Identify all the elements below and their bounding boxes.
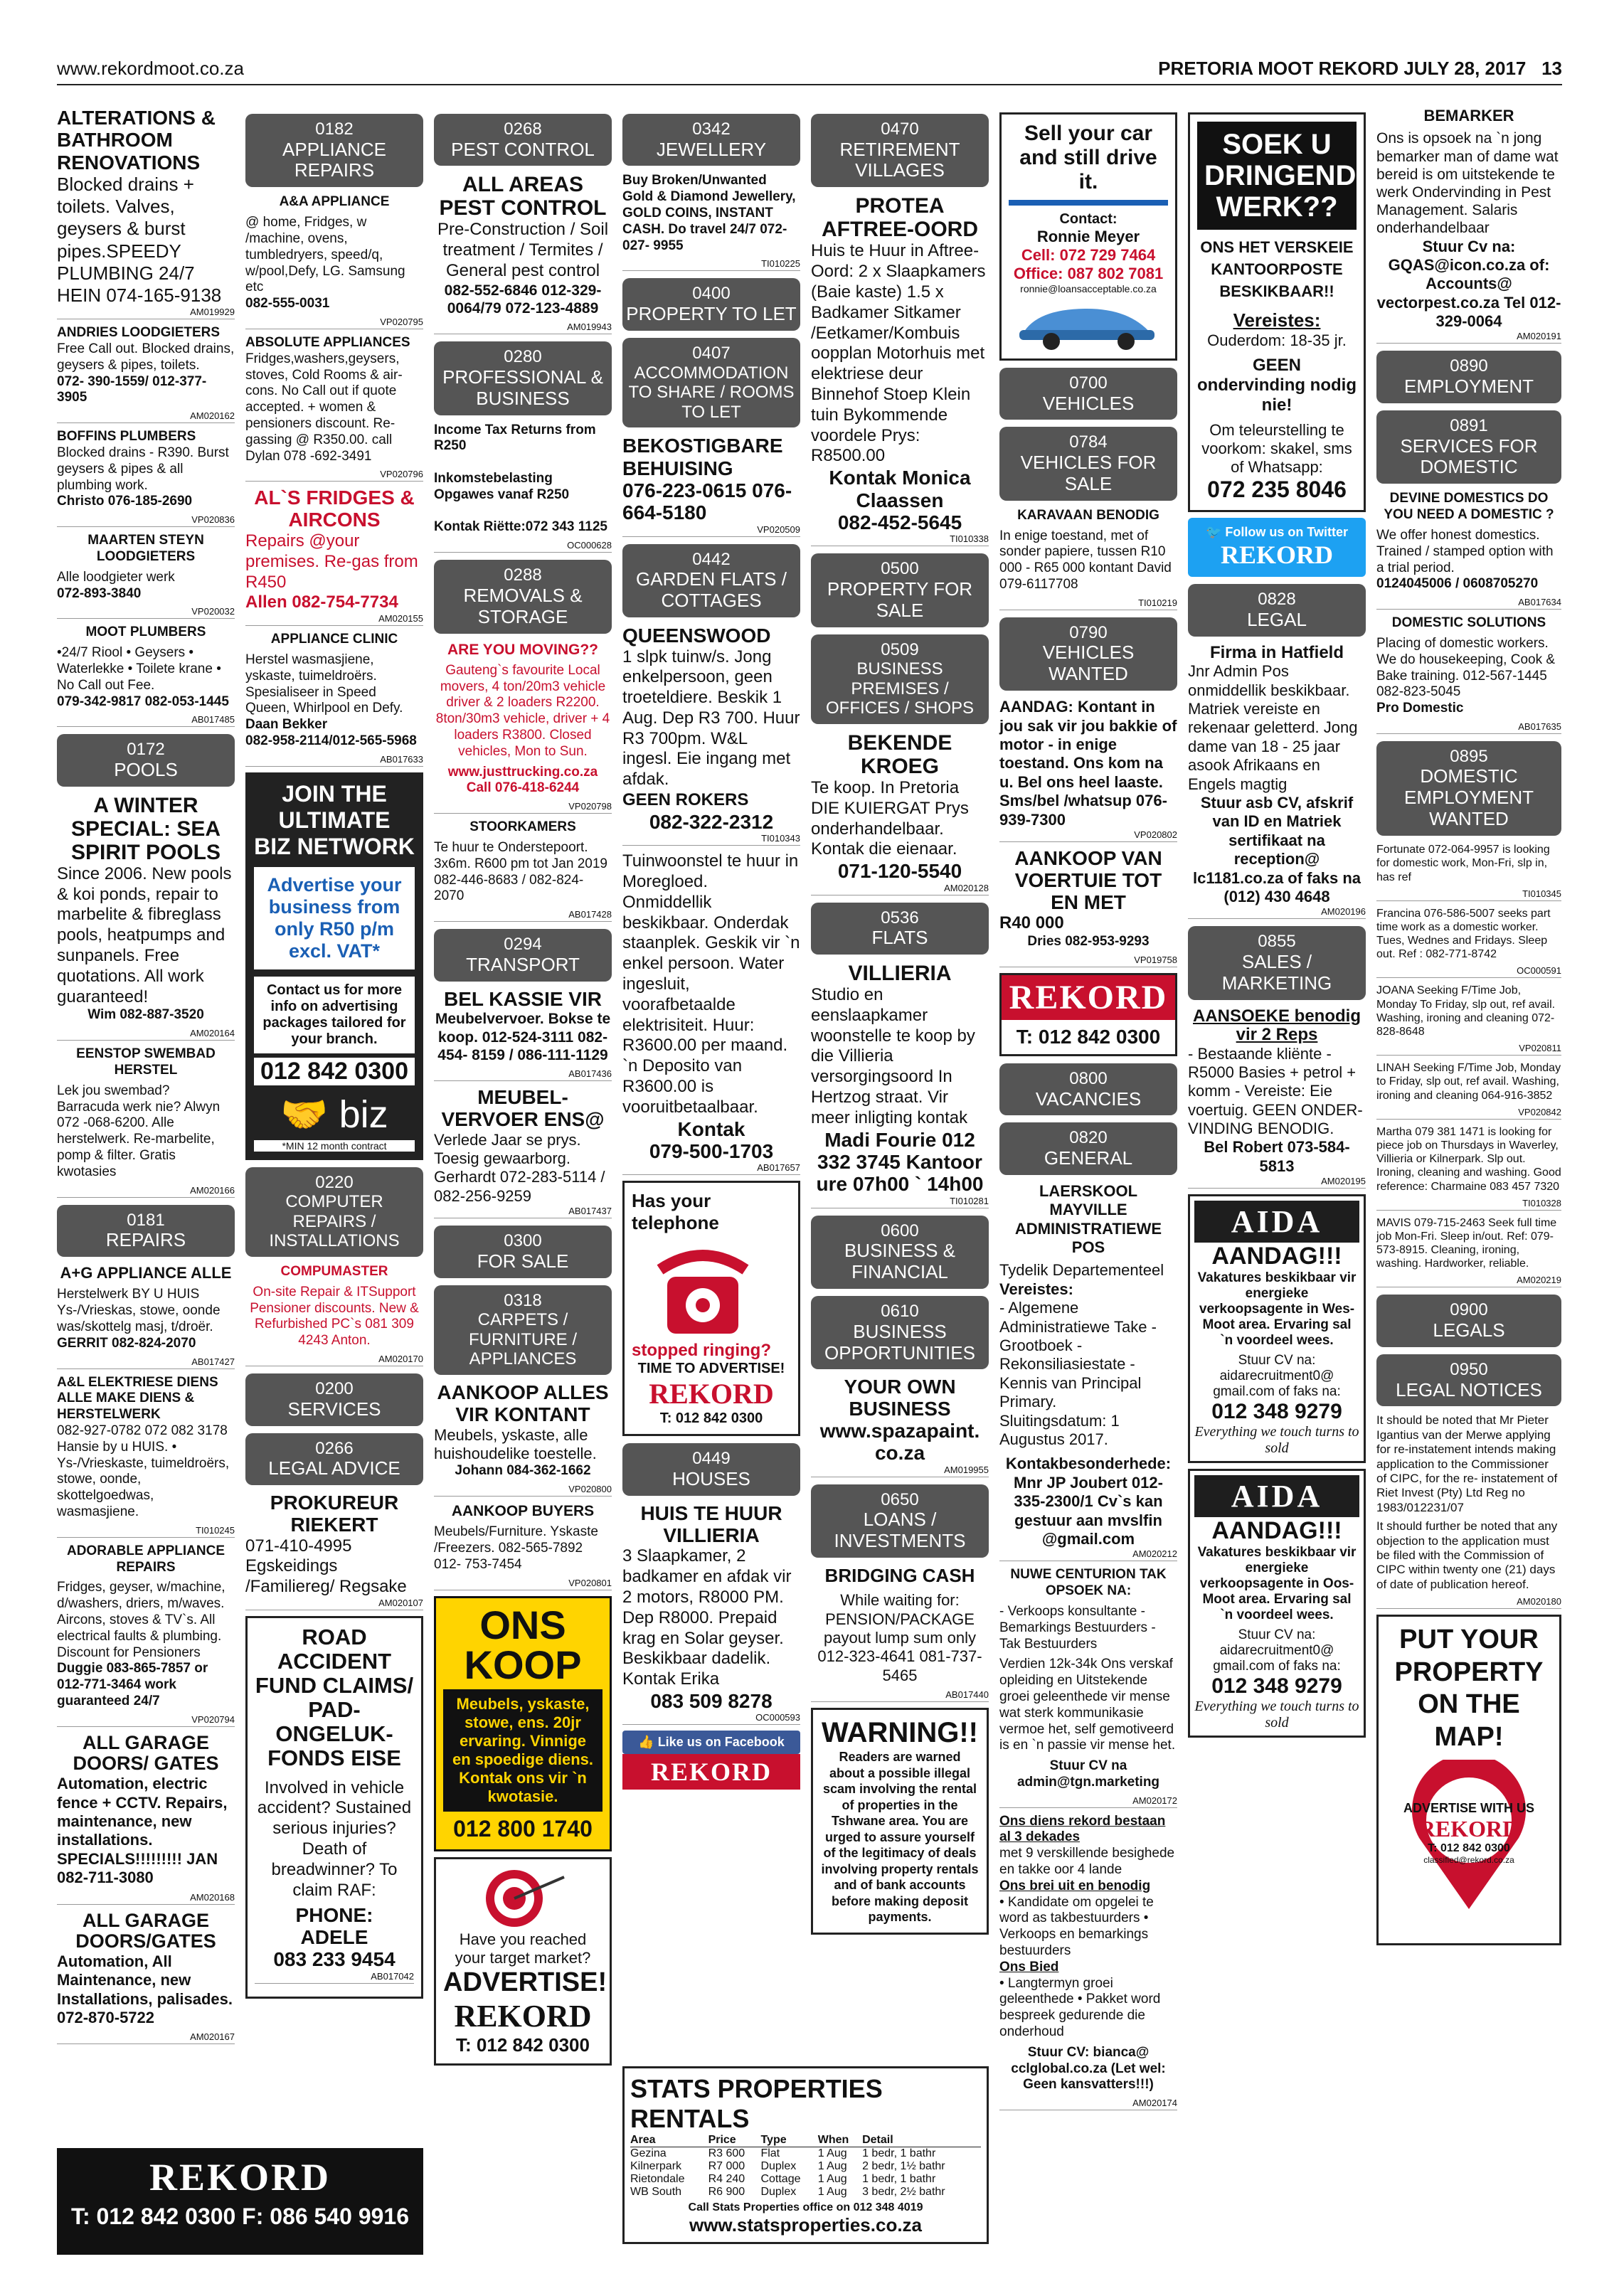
ad-ref: AM020172 xyxy=(999,1795,1177,1808)
category-legals[interactable]: 0900 LEGALS xyxy=(1376,1295,1561,1346)
ad-text: AANDAG: Kontant in jou sak vir jou bakkie of motor - in enige toestand. Ons kom na u. Bel ons heel laaste. Sms/bel /whatsup 076-939-7300 xyxy=(999,698,1177,829)
ad: Herstel wasmasjiene, yskaste, tuimeldroërs. Spesialiseer in Speed Queen, Whirlpool en Defy. Daan Bekker 082-958-2114/012-565-5968 xyxy=(245,652,417,748)
telephone-ad: Has your telephone stopped ringing? TIME TO ADVERTISE! REKORD T: 012 842 0300 xyxy=(622,1181,800,1436)
ad: www.justtrucking.co.za Call 076-418-6244 xyxy=(447,764,598,796)
table-header: When xyxy=(818,2134,862,2147)
category-employment[interactable]: 0890 EMPLOYMENT xyxy=(1376,351,1561,403)
ad: Stuur CV na admin@tgn.marketing xyxy=(1016,1758,1160,1790)
ad-ref: VP020842 xyxy=(1376,1107,1561,1120)
ad-title: YOUR OWN BUSINESS xyxy=(844,1376,956,1420)
ad: COMPUMASTER xyxy=(280,1264,388,1280)
ad-ref: OC000628 xyxy=(434,540,612,553)
table-cell: R7 000 xyxy=(708,2160,745,2172)
ad: APPLIANCE CLINIC xyxy=(270,632,398,647)
ad-ref: AM019929 xyxy=(57,307,235,319)
ad: MAARTEN STEYN LOODGIETERS xyxy=(87,533,204,564)
table-cell: Duplex xyxy=(760,2160,797,2172)
warning-ad: WARNING!! Readers are warned about a possible illegal scam involving the rental of properties in the Tshwane area. You are urged to assure yourself of the legitimacy of deals involving property rentals and of bank accounts before making deposit payments. xyxy=(811,1708,989,1935)
column-7 xyxy=(1188,107,1366,1743)
ad-ref: VP020794 xyxy=(57,1714,235,1727)
ad-text: Automation, All Maintenance, new Installations, palisades. 072-870-5722 xyxy=(57,1952,233,2027)
ad-title: HUIS TE HUUR VILLIERIA xyxy=(640,1502,782,1546)
category-vacancies[interactable]: 0800 VACANCIES xyxy=(999,1063,1177,1115)
ad-title: MEUBEL-VERVOER ENS@ xyxy=(441,1085,605,1130)
ad: MOOT PLUMBERS xyxy=(85,625,206,640)
category-vehicles-wanted[interactable]: 0790 VEHICLES WANTED xyxy=(999,617,1177,691)
ad-title: QUEENSWOOD xyxy=(622,625,771,647)
ad-url[interactable]: www.spazapaint. co.za xyxy=(819,1420,980,1464)
ad-text: 071-410-4995 Egskeidings /Familiereg/ Regsake xyxy=(245,1536,407,1597)
ad-ref: VP019758 xyxy=(999,955,1177,967)
category-legal-advice[interactable]: 0266 LEGAL ADVICE xyxy=(245,1433,423,1485)
ad: Lek jou swembad? Barracuda werk nie? Alwyn 072 -068-6200. Alle herstelwerk. Re-marbelite, pomp & filter. Gratis kwotasies xyxy=(57,1083,221,1179)
category-general[interactable]: 0820 GENERAL xyxy=(999,1122,1177,1174)
column-3 xyxy=(434,107,612,2071)
biz-logo: 🤝 biz xyxy=(280,1093,388,1136)
ad-ref: VP020811 xyxy=(1376,1043,1561,1056)
ad-ref: AM020174 xyxy=(999,2098,1177,2110)
ad-title: AANKOOP VAN VOERTUIE TOT EN MET xyxy=(1014,846,1162,913)
ad-ref: TI010245 xyxy=(57,1525,235,1538)
ad-text: Blocked drains + toilets. Valves, geysers & burst pipes.SPEEDY PLUMBING 24/7 HEIN 074-165-9138 xyxy=(57,174,222,307)
ad: Placing of domestic workers. We do housekeeping, Cook & Bake training. 012-567-1445 082-823-5045 Pro Domestic xyxy=(1376,635,1556,716)
ad-ref: VP020802 xyxy=(999,829,1177,842)
ad-text: Studio en eenslaapkamer woonstelle te koop by die Villieria versorgingsoord In Hertzog straat. Vir meer inligting kontak xyxy=(811,985,975,1127)
ad-text: Stuur asb CV, afskrif van ID en Matriek sertifikaat na reception@ lc1181.co.za of faks na (012) 430 4648 xyxy=(1192,794,1361,905)
ad-ref: AM019955 xyxy=(811,1465,989,1477)
ad-ref: AM020191 xyxy=(1376,331,1561,344)
category-business-opportunities[interactable]: 0610 BUSINESS OPPORTUNITIES xyxy=(811,1296,989,1369)
ad-phone: 083 509 8278 xyxy=(650,1689,773,1712)
category-property-to-let[interactable]: 0400 PROPERTY TO LET xyxy=(622,278,800,330)
ad-text: - Bestaande kliënte - R5000 Basies + petrol + komm - Vereiste: Eie voertuig. GEEN ONDER-VINDING BENODIG. xyxy=(1188,1044,1363,1138)
rekord-ad: REKORD T: 012 842 0300 xyxy=(999,973,1177,1056)
ad: Ons diens rekord bestaan al 3 dekades met 9 verskillende besighede en takke oor 4 lande Ons brei uit en benodig • Kandidate om opgelei te word as takbestuurders • Verkoops en bemarkings bestuurders Ons Bied • Langtermyn groei geleenthede • Pakket word bespreek gedurende die onderhoud xyxy=(999,1813,1175,2040)
ad-ref: VP020800 xyxy=(434,1484,612,1497)
ad-text: Te koop. In Pretoria DIE KUIERGAT Prys onderhandelbaar. Kontak die eienaar. xyxy=(811,777,969,859)
ad-phone: 082-322-2312 xyxy=(649,810,774,833)
ad-title: AANKOOP ALLES VIR KONTANT xyxy=(437,1381,609,1425)
ad: NUWE CENTURION TAK OPSOEK NA: xyxy=(1010,1567,1167,1599)
table-row xyxy=(630,2173,981,2186)
map-ad: PUT YOUR PROPERTY ON THE MAP! ADVERTISE WITH US REKORD T: 012 842 0300 classified@rekord.co.za xyxy=(1376,1615,1561,1945)
ad-text: Automation, electric fence + CCTV. Repairs, maintenance, new installations. SPECIALS!!!!!!!!! JAN 082-711-3080 xyxy=(57,1775,228,1887)
ad-text: Since 2006. New pools & koi ponds, repair to marbelite & fibreglass pools, heatpumps and sunpanels. Free quotations. All work guaranteed! xyxy=(57,863,232,1006)
ad-ref: AM020168 xyxy=(57,1892,235,1905)
table-header: Area xyxy=(630,2134,708,2147)
ad: JOANA Seeking F/Time Job, Monday To Friday, slp out, ref avail. Washing, ironing and cleaning 072-828-8648 xyxy=(1376,984,1556,1038)
rekord-logo: REKORD xyxy=(622,1754,800,1790)
ad-name: Kontak Monica Claassen xyxy=(829,467,971,511)
car-icon xyxy=(1009,294,1168,351)
category-pest-control[interactable]: 0268 PEST CONTROL xyxy=(434,114,612,166)
ad-text: Ons is opsoek na `n jong bemarker man of dame wat bereid is om uitstekende te werk Ondervinding in Pest Management. Salaris onderhandelbaar xyxy=(1376,130,1559,237)
column-8 xyxy=(1376,107,1561,1951)
table-cell: 1 bedr, 1 bathr xyxy=(862,2173,936,2185)
ad-text: Vereistes: xyxy=(999,1280,1073,1298)
column-5 xyxy=(811,107,989,1940)
ad-phone: 082-452-5645 xyxy=(837,511,962,533)
ad: STOORKAMERS xyxy=(469,819,576,835)
ad-ref: VP020032 xyxy=(57,606,235,619)
category-garden-flats[interactable]: 0442 GARDEN FLATS / COTTAGES xyxy=(622,544,800,617)
category-for-sale[interactable]: 0300 FOR SALE xyxy=(434,1226,612,1277)
table-cell: R6 900 xyxy=(708,2186,745,2198)
page-header xyxy=(57,57,1562,85)
ad-title: BEKENDE KROEG xyxy=(847,730,952,778)
ad-ref: TI010338 xyxy=(811,533,989,546)
table-cell: 1 Aug xyxy=(817,2160,847,2172)
stats-properties-ad: STATS PROPERTIES RENTALS Area Price Type When Detail Gezina R3 600 Flat 1 Aug 1 bedr, 1 bathr Kilnerpark R7 000 Duplex 1 Aug 2 bedr, 1½ bathr Rietondale R4 240 Cottage 1 Aug 1 bedr, 1 bathr WB South R6 900 Duplex 1 Aug 3 bedr, 2½ bathr Call Stats Properties office on 012 348 4019 www.statsproperties.co.za xyxy=(622,2066,989,2244)
ad-ref: AM020170 xyxy=(245,1354,423,1366)
table-cell: Duplex xyxy=(760,2186,797,2198)
ad: It should be noted that Mr Pieter Igantius van der Merwe applying for re-instatement intends making application to the Commissioner of CIPC, for the re- instatement of Riet Invest (Pty) Ltd Reg no 1983/012231/07 xyxy=(1376,1413,1558,1514)
publication-title: PRETORIA MOOT REKORD JULY 28, 2017 13 xyxy=(1158,58,1562,79)
table-header: Type xyxy=(760,2134,817,2147)
ad: BRIDGING CASH xyxy=(824,1564,975,1586)
column-6 xyxy=(999,107,1177,2116)
ad-ref: AM020162 xyxy=(57,410,235,423)
ad-contact: Kontak xyxy=(677,1117,745,1140)
sell-car-ad: Sell your car and still drive it. Contact: Ronnie Meyer Cell: 072 729 7464 Office: 087 802 7081 ronnie@loansacceptable.co.za xyxy=(999,112,1177,361)
ad: LINAH Seeking F/Time Job, Monday to Friday, slp out, ref avail. Washing, ironing and cleaning 064-916-3852 xyxy=(1376,1062,1561,1102)
ad-text: Jnr Admin Pos onmiddellik beskikbaar. Matriek vereiste en rekenaar geletterd. Jong dame van 18 - 25 jaar asook Afrikaans en Engels magtig xyxy=(1188,662,1358,793)
ad: DOMESTIC SOLUTIONS xyxy=(1391,615,1546,631)
ad: - Verkoops konsultante - Bemarkings Bestuurders - Tak Bestuurders xyxy=(999,1603,1156,1652)
ad: 082-552-6846 012-329-0064/79 072-123-4889 xyxy=(444,282,602,317)
column-2 xyxy=(245,107,423,2004)
category-vehicles[interactable]: 0700 VEHICLES xyxy=(999,368,1177,420)
table-cell: 1 bedr, 1 bathr xyxy=(862,2147,936,2159)
ad-text: 1 slpk tuinw/s. Jong enkelpersoon, geen troeteldiere. Beskik 1 Aug. Dep R3 700. Huur R3 700pm. W&L ingesl. Eie ingang met afdak. xyxy=(622,647,800,790)
table-header: Detail xyxy=(862,2134,981,2147)
category-sales[interactable]: 0855 SALES / MARKETING xyxy=(1188,926,1366,999)
ad-ref: AM020155 xyxy=(245,613,423,626)
ad: A+G APPLIANCE ALLE xyxy=(60,1264,232,1282)
ad-ref: AM020219 xyxy=(1376,1275,1561,1287)
ad-ref: AB017657 xyxy=(622,1162,800,1175)
ad-ref: TI010219 xyxy=(999,597,1177,610)
ad-ref: VP020836 xyxy=(57,514,235,527)
aida-ad-oos: AIDA AANDAG!!! Vakatures beskikbaar vir energieke verkoopsagente in Oos-Moot area. Ervaring sal `n voordeel wees. Stuur CV na: aidarecruitment0@ gmail.com of faks na: 012 348 9279 Everything we touch turns to sold xyxy=(1188,1469,1366,1738)
ad-ref: AB017436 xyxy=(434,1068,612,1081)
footer-tel: T: 012 842 0300 F: 086 540 9916 xyxy=(70,2204,410,2229)
ad: Martha 079 381 1471 is looking for piece job on Thursdays in Waverley, Villieria or Kilnerpark. Slp out. Ironing, cleaning and washing. Good reference: Charmaine 083 457 7320 xyxy=(1376,1125,1561,1193)
column-1 xyxy=(57,107,235,2050)
ad: Gauteng`s favourite Local movers, 4 ton/20m3 vehicle driver & 2 loaders R2200. 8ton/30m3 vehicle, driver + 4 loaders R3800. Closed vehicles, Mon to Sun. xyxy=(435,662,610,759)
ad-text: Verlede Jaar se prys. Toesig gewaarborg. Gerhardt 072-283-5114 / 082-256-9259 xyxy=(434,1130,605,1205)
ad: ARE YOU MOVING?? xyxy=(447,641,598,658)
site-url[interactable]: www.rekordmoot.co.za xyxy=(57,58,244,79)
ad: Meubelvervoer. Bokse te koop. 012-524-3111 082-454- 8159 / 086-111-1129 xyxy=(435,1011,611,1063)
ad: Fortunate 072-064-9957 is looking for domestic work, Mon-Fri, slp in, has ref xyxy=(1376,844,1550,883)
reach-ad: Have you reached your target market? ADVERTISE! REKORD T: 012 842 0300 xyxy=(434,1857,612,2066)
ad-phone: 079-500-1703 xyxy=(649,1139,774,1162)
category-retirement[interactable]: 0470 RETIREMENT VILLAGES xyxy=(811,114,989,187)
ad: Dries 082-953-9293 xyxy=(1027,934,1150,950)
ad-ref: OC000593 xyxy=(622,1712,800,1725)
ad: EENSTOP SWEMBAD HERSTEL xyxy=(76,1046,216,1078)
ad-ref: TI010328 xyxy=(1376,1198,1561,1211)
category-transport[interactable]: 0294 TRANSPORT xyxy=(434,929,612,981)
ad-ref: TI010343 xyxy=(622,833,800,846)
twitter-icon: 🐦 xyxy=(1205,525,1222,540)
table-cell: Cottage xyxy=(760,2173,801,2185)
category-pools[interactable]: 0172 POOLS xyxy=(57,734,235,786)
ad: BEMARKER xyxy=(1423,107,1514,124)
ad-ref: VP020798 xyxy=(434,801,612,814)
category-carpets[interactable]: 0318 CARPETS / FURNITURE / APPLIANCES xyxy=(434,1285,612,1375)
raf-ad: ROAD ACCIDENT FUND CLAIMS/ PAD-ONGELUK-FONDS EISE Involved in vehicle accident? Sustained serious injuries? Death of breadwinner? To claim RAF: PHONE: ADELE 083 233 9454 AB017042 xyxy=(245,1616,423,1999)
ad-title: BEL KASSIE VIR xyxy=(444,987,602,1010)
category-computer-repairs[interactable]: 0220 COMPUTER REPAIRS / INSTALLATIONS xyxy=(245,1167,423,1257)
aida-logo: AIDA xyxy=(1194,1475,1359,1517)
ad-ref: AB017633 xyxy=(245,754,423,767)
ad: Herstelwerk BY U HUIS Ys-/Vrieskas, stowe, oonde was/skottelg masj, t/droër. GERRIT 082-824-2070 xyxy=(57,1287,221,1351)
ad-text: Tuinwoonstel te huur in Moregloed. Onmiddellik beskikbaar. Onderdak staanplek. Geskik vir `n enkel persoon. Water ingesluit, voorafbetaalde elektrisiteit. Huur: R3600.00 per maand. `n Deposito van R3600.00 is vooruitbetaalbaar. xyxy=(622,851,800,1117)
ad-text: Repairs @your premises. Re-gas from R450 xyxy=(245,531,418,592)
ad-title: VILLIERIA xyxy=(848,962,952,985)
biz-network-ad: JOIN THE ULTIMATE BIZ NETWORK Advertise your business from only R50 p/m excl. VAT* Contact us for more info on advertising packages tailored for your branch. 012 842 0300 🤝 biz *MIN 12 month contract xyxy=(245,772,423,1160)
table-cell: R4 240 xyxy=(708,2173,745,2185)
ad: Buy Broken/Unwanted Gold & Diamond Jewellery, GOLD COINS, INSTANT CASH. Do travel 24/7 072-027- 9955 xyxy=(622,173,796,253)
ad-title: ALL AREAS PEST CONTROL xyxy=(439,173,607,220)
table-cell: 3 bedr, 2½ bathr xyxy=(862,2186,945,2198)
ons-koop-ad: ONS KOOP Meubels, yskaste, stowe, ens. 20jr ervaring. Vinnige en spoedige diens. Kontak ons vir `n kwotasie. 012 800 1740 xyxy=(434,1596,612,1851)
ad: KARAVAAN BENODIG xyxy=(1017,507,1159,523)
twitter-follow-button[interactable]: 🐦 Follow us on Twitter REKORD xyxy=(1188,518,1366,577)
category-vehicles-for-sale[interactable]: 0784 VEHICLES FOR SALE xyxy=(999,427,1177,500)
aida-logo: AIDA xyxy=(1194,1201,1359,1243)
table-cell: 1 Aug xyxy=(817,2186,847,2198)
category-business-financial[interactable]: 0600 BUSINESS & FINANCIAL xyxy=(811,1216,989,1289)
footer-logo: REKORD xyxy=(149,2156,331,2199)
ad-text: Stuur Cv na: GQAS@icon.co.za of: Accounts@ vectorpest.co.za Tel 012-329-0064 xyxy=(1376,237,1561,331)
ad-phone: 076-223-0615 076- 664-5180 xyxy=(622,479,792,524)
category-domestic-employment-wanted[interactable]: 0895 DOMESTIC EMPLOYMENT WANTED xyxy=(1376,741,1561,836)
ad: •24/7 Riool • Geysers • Waterlekke • Toilete krane • No Call out Fee. 079-342-9817 082-053-1445 xyxy=(57,645,229,709)
handshake-icon: 🤝 xyxy=(280,1093,329,1136)
category-removals[interactable]: 0288 REMOVALS & STORAGE xyxy=(434,560,612,633)
ad-text: Pre-Construction / Soil treatment / Termites / General pest control xyxy=(437,220,609,281)
ad-ref: AM020180 xyxy=(1376,1596,1561,1609)
aida-ad-wes: AIDA AANDAG!!! Vakatures beskikbaar vir energieke verkoopsagente in Wes-Moot area. Ervaring sal `n voordeel wees. Stuur CV na: aidarecruitment0@ gmail.com of faks na: 012 348 9279 Everything we touch turns to sold xyxy=(1188,1194,1366,1463)
ad-text: Sluitingsdatum: 1 Augustus 2017. xyxy=(999,1411,1120,1448)
table-cell: Rietondale xyxy=(630,2173,685,2185)
ad-title: ALTERATIONS & BATHROOM RENOVATIONS xyxy=(57,107,216,174)
ad-ref: TI010345 xyxy=(1376,888,1561,901)
ad-name: GEEN ROKERS xyxy=(622,790,749,810)
table-row xyxy=(630,2147,981,2161)
ad: On-site Repair & ITSupport Pensioner discounts. New & Refurbished PC`s 081 309 4243 Anton. xyxy=(250,1284,419,1349)
ad-ref: AM020166 xyxy=(57,1185,235,1198)
ad: Francina 076-586-5007 seeks part time work as a domestic worker. Tues, Wednes and Fridays. Sleep out. Ref : 082-771-8742 xyxy=(1376,907,1551,961)
ad: Fridges, geyser, w/machine, d/washers, driers, m/waves. Aircons, stoves & TV`s. All electrical faults & plumbing. Discount for Pensioners Duggie 083-865-7857 or 012-771-3464 work guaranteed 24/7 xyxy=(57,1580,225,1708)
ad-text: Bel Robert 073-584-5813 xyxy=(1204,1138,1350,1175)
ad-ref: AM020107 xyxy=(245,1598,423,1610)
category-jewellery[interactable]: 0342 JEWELLERY xyxy=(622,114,800,166)
ad-title: ALL GARAGE DOORS/GATES xyxy=(75,1909,216,1952)
ad-ref: AM020195 xyxy=(1188,1176,1366,1189)
ad-ref: AB017485 xyxy=(57,714,235,727)
ad-phone: 071-120-5540 xyxy=(837,860,962,883)
category-appliance-repairs[interactable]: 0182 APPLIANCE REPAIRS xyxy=(245,114,423,187)
ad-ref: AM019943 xyxy=(434,321,612,334)
ad-ref: AM020167 xyxy=(57,2031,235,2044)
ad-title: PROTEA AFTREE-OORD xyxy=(822,194,978,242)
ad: Wim 082-887-3520 xyxy=(87,1007,204,1023)
ad: It should further be noted that any objection to the application must be filed with the Commission of CIPC within twenty one (21) days of date of publication hereof. xyxy=(1376,1519,1558,1591)
ad-ref: AB017427 xyxy=(57,1356,235,1369)
ad-title: PROKUREUR RIEKERT xyxy=(270,1492,399,1536)
table-row xyxy=(630,2186,981,2199)
ad: Income Tax Returns from R250 Inkomstebelasting Opgawes vanaf R250 Kontak Riëtte:072 343 1125 xyxy=(434,422,607,535)
ad: AANKOOP BUYERS xyxy=(451,1503,595,1520)
ad-ref: AB017437 xyxy=(434,1206,612,1218)
ad: In enige toestand, met of sonder papiere, tussen R10 000 - R65 000 kontant David 079-6117708 xyxy=(999,528,1172,592)
footer-rekord-bar xyxy=(57,2148,423,2255)
ad-title: BEKOSTIGBARE BEHUISING xyxy=(622,435,783,479)
category-property-for-sale[interactable]: 0500 PROPERTY FOR SALE xyxy=(811,553,989,627)
ad-text: Tydelik Departementeel xyxy=(999,1261,1164,1280)
ad: ADORABLE APPLIANCE REPAIRS xyxy=(66,1543,225,1575)
ad-title: AANSOEKE benodig vir 2 Reps xyxy=(1192,1006,1361,1045)
ad-ref: AM020128 xyxy=(811,883,989,895)
table-cell: R3 600 xyxy=(708,2147,745,2159)
ad: Meubels/Furniture. Yskaste /Freezers. 082-565-7892 012- 753-7454 xyxy=(434,1524,598,1572)
ad: MAVIS 079-715-2463 Seek full time job Mon-Fri. Sleep in/out. Ref: 079-573-8915. Cleaning, ironing, washing. Hardworker, reliable. xyxy=(1376,1216,1557,1270)
ad-title: ALL GARAGE DOORS/ GATES xyxy=(73,1731,219,1775)
category-repairs[interactable]: 0181 REPAIRS xyxy=(57,1205,235,1257)
ad: @ home, Fridges, w /machine, ovens, tumbledryers, speed/q, w/pool,Defy, LG. Samsung etc 082-555-0031 xyxy=(245,215,405,312)
ad: Johann 084-362-1662 xyxy=(455,1463,591,1479)
category-professional[interactable]: 0280 PROFESSIONAL & BUSINESS xyxy=(434,341,612,415)
ad-ref: OC000591 xyxy=(1376,965,1561,978)
ad-title: AL`S FRIDGES & AIRCONS xyxy=(254,487,415,531)
ad-ref: AM020164 xyxy=(57,1028,235,1041)
ad-text: Huis te Huur in Aftree-Oord: 2 x Slaapkamers (Baie kaste) 1.5 x Badkamer Sitkamer /Eetkamer/Kombuis oopplan Motorhuis met elektriese deur Binnehof Stoep Klein tuin Bykommende voordele Prys: R8500.00 xyxy=(811,241,986,466)
thumbs-up-icon: 👍 xyxy=(638,1735,654,1750)
table-cell: Gezina xyxy=(630,2147,667,2159)
ad-ref: AB017428 xyxy=(434,909,612,922)
telephone-icon xyxy=(632,1234,791,1341)
table-cell: 1 Aug xyxy=(817,2147,847,2159)
ad-ref: VP020801 xyxy=(434,1578,612,1590)
table-cell: 1 Aug xyxy=(817,2173,847,2185)
facebook-like-button[interactable]: 👍 Like us on Facebook xyxy=(622,1731,800,1754)
ad: A&L ELEKTRIESE DIENS ALLE MAKE DIENS & HERSTELWERK 082-927-0782 072 082 3178 Hansie by u HUIS. • Ys-/Vrieskaste, tuimeldroërs, stowe, oonde, skottelgoedwas, wasmasjiene. xyxy=(57,1374,230,1520)
ad-text: - Algemene Administratiewe Take - Grootboek - Rekonsiliasiestate - Kennis van Principal Primary. xyxy=(999,1299,1157,1411)
stats-url[interactable]: www.statsproperties.co.za xyxy=(689,2214,923,2236)
ad-title: Firma in Hatfield xyxy=(1209,642,1344,662)
category-legal-notices[interactable]: 0950 LEGAL NOTICES xyxy=(1376,1354,1561,1406)
ad-ref: AB017440 xyxy=(811,1689,989,1702)
ad-name: Madi Fourie 012 332 3745 Kantoor ure 07h00 ` 14h00 xyxy=(816,1128,984,1196)
ad: BOFFINS PLUMBERS Blocked drains - R390. Burst geysers & pipes & all plumbing work. Christo 076-185-2690 xyxy=(57,429,229,509)
category-business-premises[interactable]: 0509 BUSINESS PREMISES / OFFICES / SHOPS xyxy=(811,634,989,724)
ad: LAERSKOOL MAYVILLE ADMINISTRATIEWE POS xyxy=(1014,1181,1162,1257)
table-cell: WB South xyxy=(630,2186,682,2198)
ad-text: 3 Slaapkamer, 2 badkamer en afdak vir 2 motors, R8000 PM. Dep R8000. Prepaid krag en Solar geyser. Beskikbaar dadelik. Kontak Erika xyxy=(622,1546,792,1689)
ad-title: A WINTER SPECIAL: SEA SPIRIT POOLS xyxy=(70,793,221,864)
ad: Stuur CV: bianca@ cclglobal.co.za (Let wel: Geen kansvatters!!!) xyxy=(1011,2044,1166,2093)
dart-icon xyxy=(443,1866,603,1930)
ad: Te huur te Onderstepoort. 3x6m. R600 pm tot Jan 2019 082-446-8683 / 082-824-2070 xyxy=(434,839,607,904)
stats-table xyxy=(630,2134,981,2199)
ad-ref: VP020795 xyxy=(245,317,423,329)
ad-text: R40 000 xyxy=(999,913,1064,933)
ad: While waiting for: PENSION/PACKAGE payout lump sum only 012-323-4641 081-737-5465 xyxy=(817,1591,982,1684)
ad-ref: AM020196 xyxy=(1188,906,1366,919)
ad-text: Meubels, yskaste, alle huishoudelike toestelle. xyxy=(434,1425,597,1462)
ad: We offer honest domestics. Trained / stamped option with a trial period. 0124045006 / 0608705270 xyxy=(1376,527,1554,592)
category-services-domestic[interactable]: 0891 SERVICES FOR DOMESTIC xyxy=(1376,410,1561,484)
table-header: Price xyxy=(708,2134,761,2147)
table-cell: 2 bedr, 1½ bathr xyxy=(862,2160,945,2172)
ad: DEVINE DOMESTICS DO YOU NEED A DOMESTIC ? xyxy=(1384,491,1554,523)
ad-ref: VP020509 xyxy=(622,524,800,537)
ad-text: Kontakbesonderhede: Mnr JP Joubert 012-335-2300/1 Cv`s kan gestuur aan mvslfin @gmail.com xyxy=(1005,1455,1172,1548)
ad-ref: AB017634 xyxy=(1376,597,1561,610)
category-accommodation[interactable]: 0407 ACCOMMODATION TO SHARE / ROOMS TO LET xyxy=(622,338,800,427)
category-flats[interactable]: 0536 FLATS xyxy=(811,903,989,955)
ad: Alle loodgieter werk 072-893-3840 xyxy=(57,569,175,601)
soek-werk-ad: SOEK U DRINGEND WERK?? ONS HET VERSKEIE KANTOORPOSTE BESKIKBAAR!! Vereistes: Ouderdom: 18-35 jr. GEEN ondervinding nodig nie! Om teleurstelling te voorkom: skakel, sms of Whatsapp: 072 235 8046 xyxy=(1188,112,1366,512)
ad-ref: AB017635 xyxy=(1376,721,1561,734)
category-houses[interactable]: 0449 HOUSES xyxy=(622,1443,800,1495)
table-row xyxy=(630,2160,981,2173)
ad-ref: AM020212 xyxy=(999,1548,1177,1561)
category-services[interactable]: 0200 SERVICES xyxy=(245,1373,423,1425)
table-cell: Flat xyxy=(760,2147,780,2159)
ad: ABSOLUTE APPLIANCES Fridges,washers,geysers, stoves, Cold Rooms & air-cons. No Call out if quote accepted. + women & pensioners discount. Re-gassing @ R350.00. call Dylan 078 -692-3491 xyxy=(245,334,410,464)
category-loans[interactable]: 0650 LOANS / INVESTMENTS xyxy=(811,1484,989,1558)
column-4 xyxy=(622,107,800,1790)
table-cell: Kilnerpark xyxy=(630,2160,682,2172)
category-legal[interactable]: 0828 LEGAL xyxy=(1188,584,1366,636)
ad: Verdien 12k-34k Ons verskaf opleiding en Uitstekende groei geleenthede vir mense wat sterk kommunikasie vermoe het, self gemotiveerd is en `n passie vir mense het. xyxy=(999,1657,1176,1753)
ad-ref: TI010281 xyxy=(811,1196,989,1208)
ad-phone: Allen 082-754-7734 xyxy=(245,592,398,612)
ad-ref: TI010225 xyxy=(622,258,800,271)
ad: ANDRIES LOODGIETERS Free Call out. Blocked drains, geysers & pipes, toilets. 072- 390-1559/ 012-377-3905 xyxy=(57,325,235,405)
ad: A&A APPLIANCE xyxy=(279,194,390,210)
ad-ref: VP020796 xyxy=(245,469,423,482)
